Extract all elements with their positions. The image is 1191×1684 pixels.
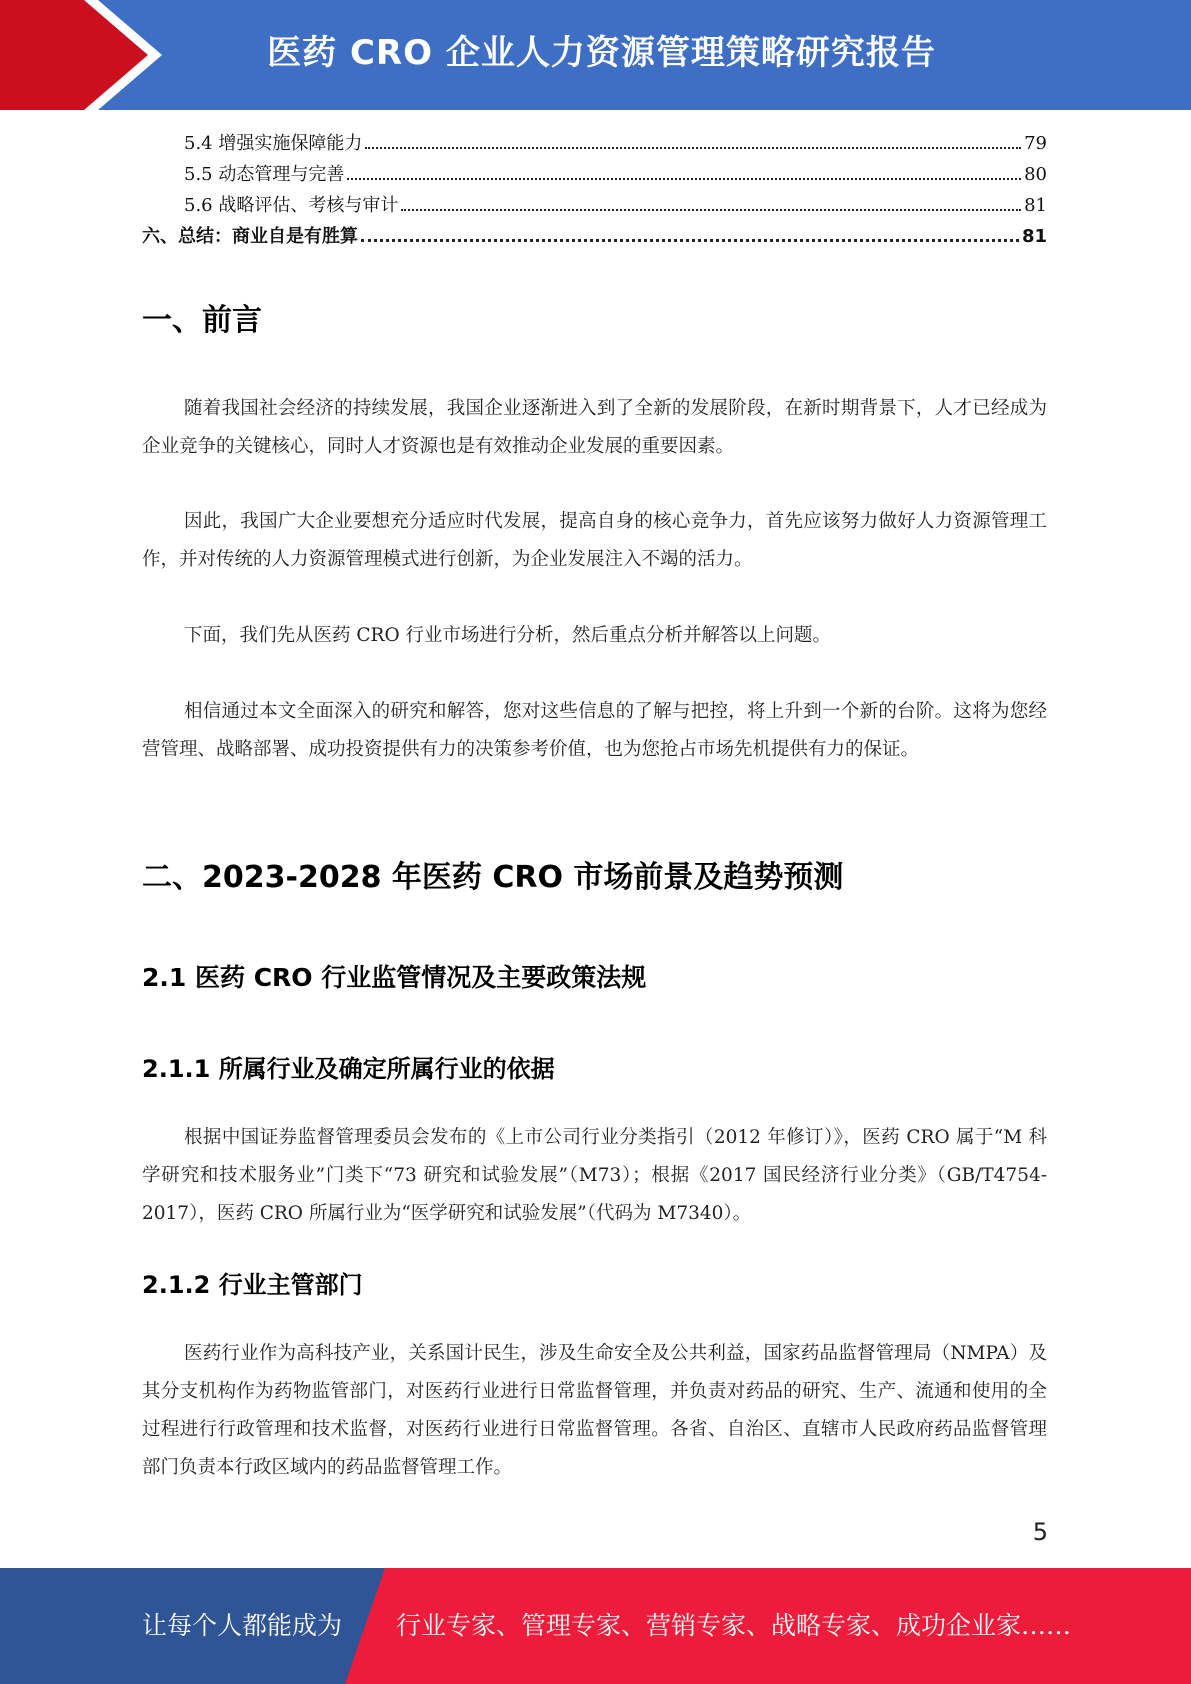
footer-slogan-left: 让每个人都能成为 bbox=[142, 1611, 343, 1640]
footer-slogan-right: 行业专家、管理专家、营销专家、战略专家、成功企业家…… bbox=[396, 1611, 1072, 1640]
toc-entry[interactable] bbox=[142, 221, 1047, 252]
toc-entry-label: 六、总结：商业自是有胜算 bbox=[142, 226, 358, 247]
section-2-1-2-paragraph: 医药行业作为高科技产业，关系国计民生，涉及生命安全及公共利益，国家药品监督管理局（NMPA）及其分支机构作为药物监管部门，对医药行业进行日常监督管理，并负责对药品的研究、生产、流通和使用的全过程进行行政管理和技术监督，对医药行业进行日常监督管理。各省、自治区、直辖市人民政府药品监督管理部门负责本行政区域内的药品监督管理工作。 bbox=[142, 1343, 1047, 1478]
market-heading: 二、2023-2028 年医药 CRO 市场前景及趋势预测 bbox=[142, 860, 844, 895]
toc-entry-page: 80 bbox=[1024, 164, 1047, 185]
toc-leader-dots bbox=[347, 178, 1021, 180]
preface-paragraph-4: 相信通过本文全面深入的研究和解答，您对这些信息的了解与把控，将上升到一个新的台阶。这将为您经营管理、战略部署、成功投资提供有力的决策参考价值，也为您抢占市场先机提供有力的保证。 bbox=[142, 701, 1047, 760]
preface-paragraph-1: 随着我国社会经济的持续发展，我国企业逐渐进入到了全新的发展阶段，在新时期背景下，人才已经成为企业竞争的关键核心，同时人才资源也是有效推动企业发展的重要因素。 bbox=[142, 398, 1047, 457]
toc-entry-page: 81 bbox=[1024, 195, 1047, 216]
toc-entry-label: 5.4 增强实施保障能力 bbox=[184, 133, 363, 154]
page-number: 5 bbox=[1032, 1518, 1048, 1546]
toc-entry-page: 81 bbox=[1021, 226, 1047, 247]
toc-leader-dots bbox=[365, 147, 1021, 149]
section-2-1-heading: 2.1 医药 CRO 行业监管情况及主要政策法规 bbox=[142, 963, 647, 992]
toc-entry-page: 79 bbox=[1024, 133, 1047, 154]
toc-leader-dots bbox=[401, 209, 1021, 211]
toc-entry-label: 5.5 动态管理与完善 bbox=[184, 164, 345, 185]
toc-entry-label: 5.6 战略评估、考核与审计 bbox=[184, 195, 399, 216]
preface-paragraph-3: 下面，我们先从医药 CRO 行业市场进行分析，然后重点分析并解答以上问题。 bbox=[184, 625, 832, 646]
page-header bbox=[0, 0, 1191, 110]
preface-paragraph-2: 因此，我国广大企业要想充分适应时代发展，提高自身的核心竞争力，首先应该努力做好人力资源管理工作，并对传统的人力资源管理模式进行创新，为企业发展注入不竭的活力。 bbox=[142, 511, 1047, 570]
section-2-1-1-paragraph: 根据中国证券监督管理委员会发布的《上市公司行业分类指引（2012 年修订）》，医药 CRO 属于“M 科学研究和技术服务业”门类下“73 研究和试验发展”（M73）；根据《2017 国民经济行业分类》（GB/T4754-2017），医药 CRO 所属行业为“医学研究和试验发展”（代码为 M7340）。 bbox=[142, 1127, 1047, 1224]
toc-entry[interactable] bbox=[142, 190, 1047, 221]
page-footer bbox=[0, 1568, 1191, 1684]
section-2-1-1-heading: 2.1.1 所属行业及确定所属行业的依据 bbox=[142, 1055, 555, 1083]
toc-entry[interactable] bbox=[142, 159, 1047, 190]
section-2-1-2-heading: 2.1.2 行业主管部门 bbox=[142, 1271, 363, 1299]
toc-entry[interactable] bbox=[142, 128, 1047, 159]
preface-heading: 一、前言 bbox=[142, 303, 262, 338]
toc-leader-dots bbox=[361, 239, 1019, 242]
table-of-contents bbox=[142, 128, 1047, 252]
report-title: 医药 CRO 企业人力资源管理策略研究报告 bbox=[267, 33, 936, 73]
